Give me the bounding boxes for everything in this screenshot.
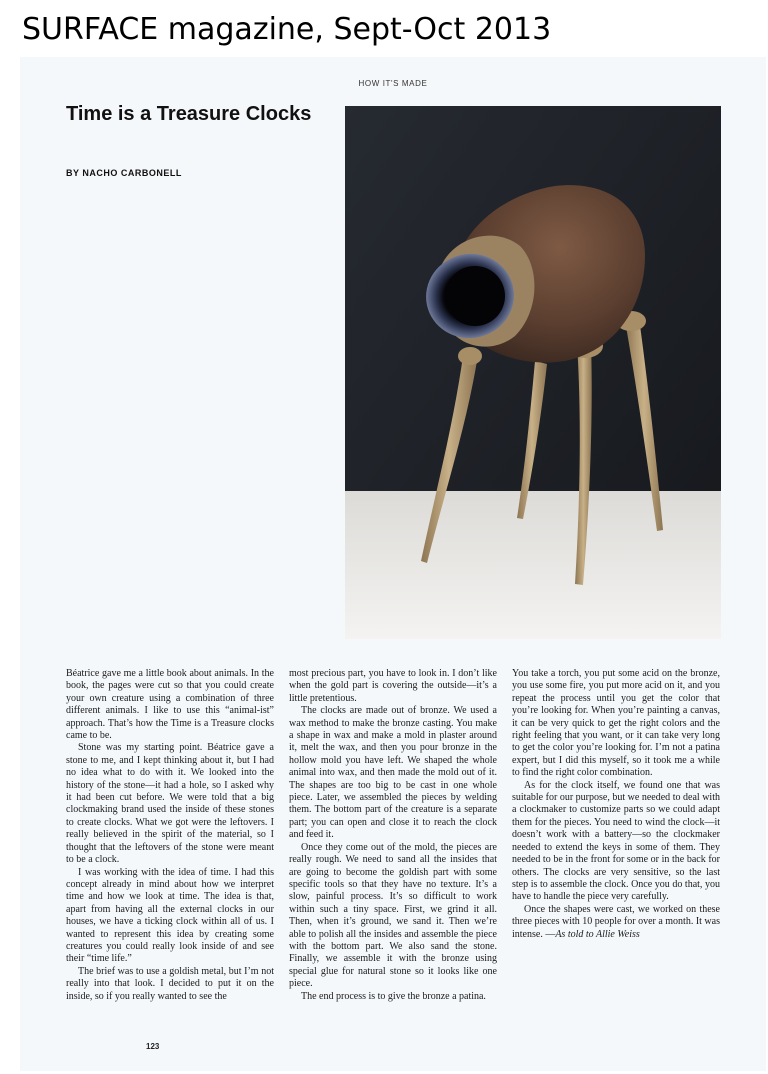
paragraph: Stone was my starting point. Béatrice gave a stone to me, and I kept thinking about it, but I had no idea what to do with it. We looked into the history of the stone—it had a hole, so I asked why it had been cut before. We were told that a big clockmaking brand used the inside of these stones to create clocks. What we got were the leftovers. I really believed in the spirit of the material, so I thought that the leftovers of the stone were meant to be a clock. (66, 742, 274, 866)
article-column-3 (512, 668, 720, 941)
paragraph-text: Once the shapes were cast, we worked on these three pieces with 10 people for over a month. It was intense. — (512, 903, 720, 940)
page-number: 123 (146, 1042, 160, 1051)
paragraph: As for the clock itself, we found one that was suitable for our purpose, but we needed to deal with a clockmaker to customize parts so we could adapt them for the pieces. You need to wind the clock—it doesn’t work with a battery—so the clockmaker needed to extend the keys in some of them. They needed to be in the front for some or in the back for others. The clocks are very sensitive, so the last step is to assemble the clock. Once you do that, you have to handle the piece very carefully. (512, 779, 720, 903)
paragraph: The clocks are made out of bronze. We used a wax method to make the bronze casting. You make a shape in wax and make a mold in plaster around it, melt the wax, and then you pour bronze in the hollow mold you have left. We shaped the whole animal into wax, and then made the mold out of it. The shapes are too big to be cast in one whole piece. Later, we assembled the pieces by welding them. The bottom part of the creature is a separate part; you can open and close it to reach the clock and feed it. (289, 705, 497, 841)
paragraph: Béatrice gave me a little book about animals. In the book, the pages were cut so that you could create your own creature using a combination of three different animals. I like to use this “animal-ist” approach. That’s how the Time is a Treasure clocks came to be. (66, 668, 274, 742)
section-header: HOW IT'S MADE (358, 79, 428, 88)
paragraph: I was working with the idea of time. I had this concept already in mind about how we interpret time and how we look at time. The idea is that, apart from having all the external clocks in our houses, we have a ticking clock within all of us. I wanted to represent this idea by creating some creatures you could really look inside of and see their “time life.” (66, 866, 274, 965)
paragraph: You take a torch, you put some acid on the bronze, you use some fire, you put more acid on it, and you repeat the process until you get the color that you’re looking for. When you’re painting a canvas, it can be very quick to get the right colors and the right feeling that you want, or it can take very long to get the color you’re looking for. I’m not a patina expert, but I did this myself, so it took me a while to find the right color combination. (512, 668, 720, 779)
article-column-2 (289, 668, 497, 1003)
paragraph: The end process is to give the bronze a patina. (301, 990, 486, 1002)
magazine-page (20, 57, 766, 1071)
paragraph: most precious part, you have to look in. I don’t like when the gold part is covering the outside—it’s a little pretentious. (289, 668, 497, 704)
article-title: Time is a Treasure Clocks (66, 103, 312, 125)
bronze-creature-clock-sculpture-icon (345, 106, 721, 639)
paragraph: Once they come out of the mold, the pieces are really rough. We need to sand all the insides that are going to become the goldish part with some specific tools so that they have no texture. It’s a slow, painful process. It’s so difficult to work within such a tiny space. First, we grind it all. Then, when it’s ground, we sand it. Then we’re able to polish all the insides and assemble the piece with the bottom part. We also sand the stone. Finally, we assemble it with the bronze using special glue for natural stone so it looks like one piece. (289, 841, 497, 990)
paragraph (512, 904, 720, 941)
image-caption: SURFACE magazine, Sept-Oct 2013 (22, 12, 552, 47)
article-byline: BY NACHO CARBONELL (66, 168, 182, 178)
author-credit: As told to Allie Weiss (555, 928, 640, 940)
article-column-1 (66, 668, 274, 1003)
paragraph: The brief was to use a goldish metal, but I’m not really into that look. I decided to put it on the inside, so if you really wanted to see the (66, 965, 274, 1002)
sculpture-photo (345, 106, 721, 639)
